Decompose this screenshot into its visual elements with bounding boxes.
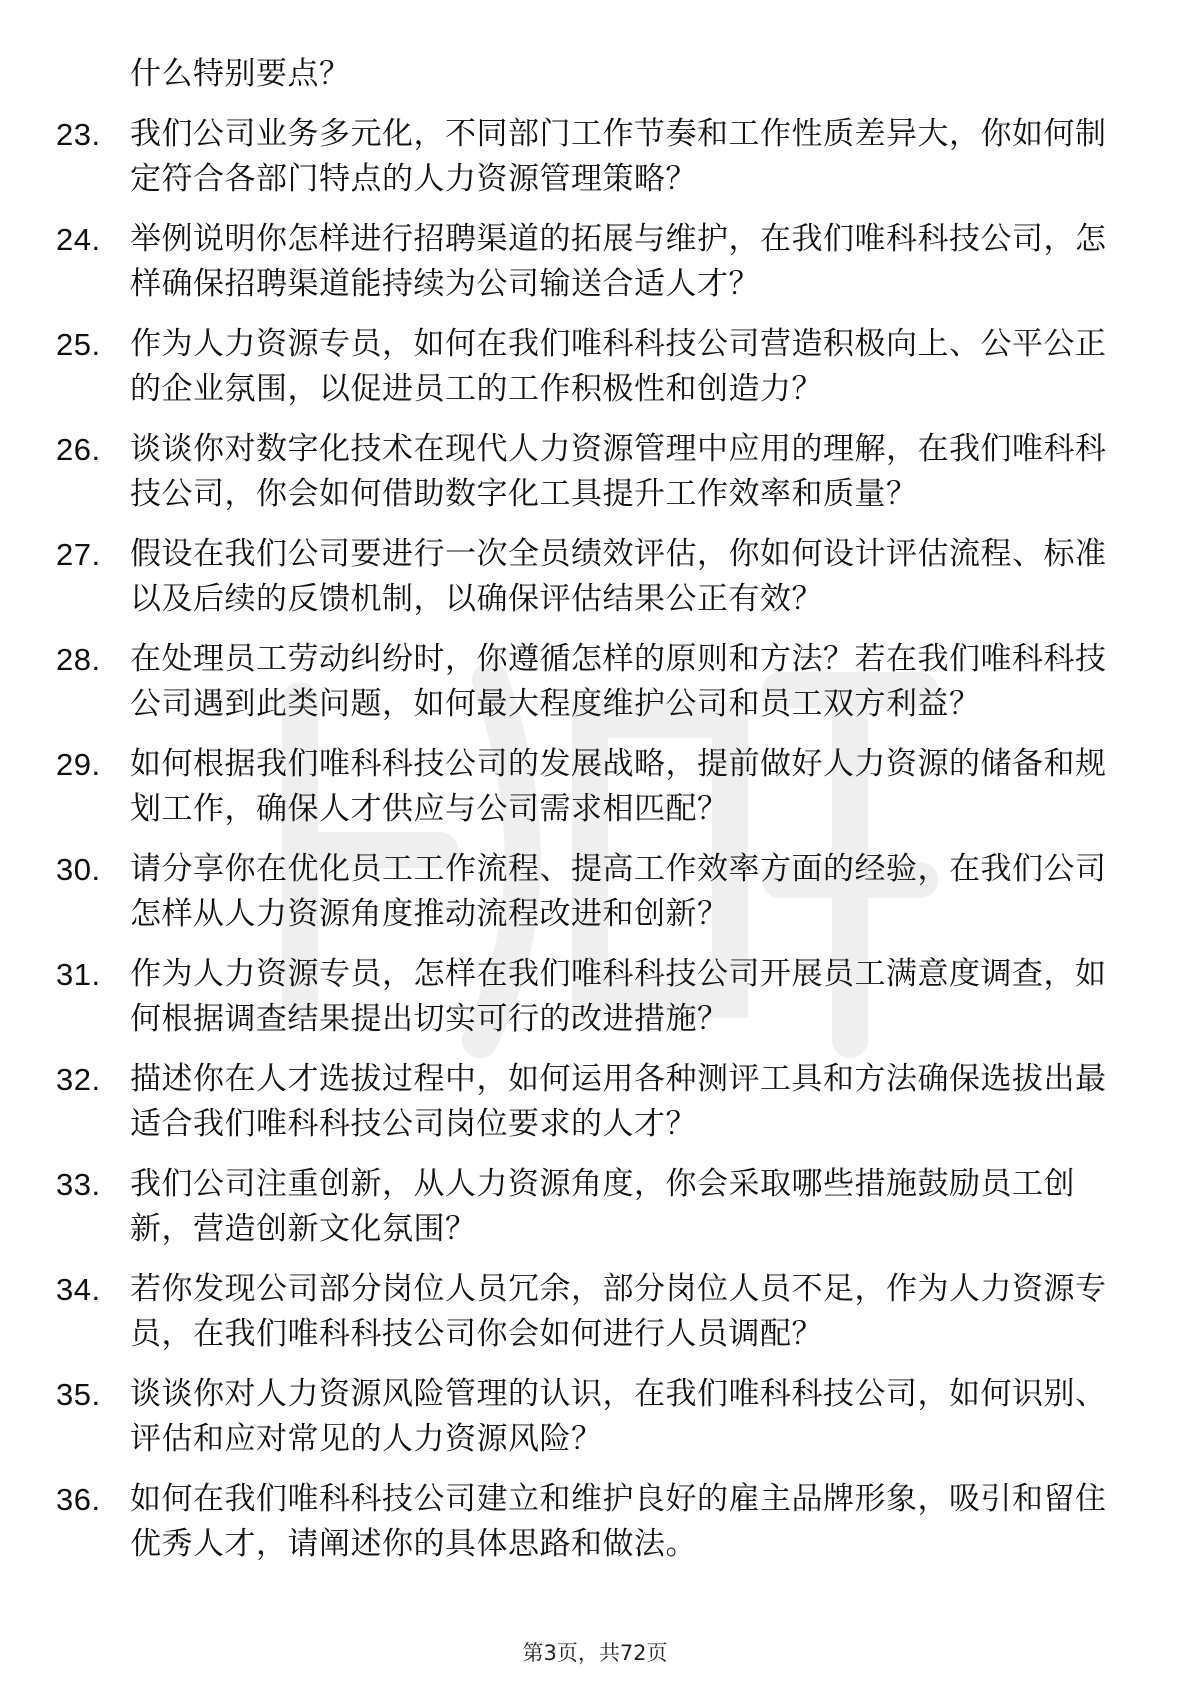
question-number: 26. bbox=[56, 432, 101, 467]
question-number: 23. bbox=[56, 117, 101, 152]
question-text: 我们公司注重创新，从人力资源角度，你会采取哪些措施鼓励员工创新，营造创新文化氛围？ bbox=[130, 1166, 1075, 1247]
list-item-continued bbox=[0, 52, 1190, 97]
question-text: 我们公司业务多元化，不同部门工作节奏和工作性质差异大，你如何制定符合各部门特点的人力资源管理策略？ bbox=[130, 116, 1107, 197]
question-text: 在处理员工劳动纠纷时，你遵循怎样的原则和方法？若在我们唯科科技公司遇到此类问题，如何最大程度维护公司和员工双方利益？ bbox=[130, 641, 1107, 722]
list-item bbox=[0, 217, 1190, 307]
question-number: 27. bbox=[56, 537, 101, 572]
list-item bbox=[0, 112, 1190, 202]
question-text: 作为人力资源专员，如何在我们唯科科技公司营造积极向上、公平公正的企业氛围，以促进员工的工作积极性和创造力？ bbox=[130, 326, 1107, 407]
question-number: 30. bbox=[56, 852, 101, 887]
question-text: 描述你在人才选拔过程中，如何运用各种测评工具和方法确保选拔出最适合我们唯科科技公司岗位要求的人才？ bbox=[130, 1061, 1107, 1142]
question-text: 什么特别要点？ bbox=[130, 56, 351, 92]
page-footer: 第3页，共72页 bbox=[522, 1641, 668, 1665]
question-number: 36. bbox=[56, 1482, 101, 1517]
list-item bbox=[0, 427, 1190, 517]
question-text: 谈谈你对数字化技术在现代人力资源管理中应用的理解，在我们唯科科技公司，你会如何借助数字化工具提升工作效率和质量？ bbox=[130, 431, 1107, 512]
list-item bbox=[0, 847, 1190, 937]
question-list bbox=[0, 52, 1190, 1582]
question-number: 28. bbox=[56, 642, 101, 677]
list-item bbox=[0, 952, 1190, 1042]
question-text: 作为人力资源专员，怎样在我们唯科科技公司开展员工满意度调查，如何根据调查结果提出切实可行的改进措施？ bbox=[130, 956, 1107, 1037]
list-item bbox=[0, 1057, 1190, 1147]
list-item bbox=[0, 1267, 1190, 1357]
question-text: 假设在我们公司要进行一次全员绩效评估，你如何设计评估流程、标准以及后续的反馈机制，以确保评估结果公正有效？ bbox=[130, 536, 1107, 617]
question-text: 如何在我们唯科科技公司建立和维护良好的雇主品牌形象，吸引和留住优秀人才，请阐述你的具体思路和做法。 bbox=[130, 1481, 1107, 1562]
question-number: 33. bbox=[56, 1167, 101, 1202]
question-number: 24. bbox=[56, 222, 101, 257]
question-number: 25. bbox=[56, 327, 101, 362]
question-number: 35. bbox=[56, 1377, 101, 1412]
list-item bbox=[0, 1477, 1190, 1567]
list-item bbox=[0, 322, 1190, 412]
list-item bbox=[0, 742, 1190, 832]
question-text: 若你发现公司部分岗位人员冗余，部分岗位人员不足，作为人力资源专员，在我们唯科科技公司你会如何进行人员调配？ bbox=[130, 1271, 1107, 1352]
question-number: 34. bbox=[56, 1272, 101, 1307]
list-item bbox=[0, 1372, 1190, 1462]
list-item bbox=[0, 637, 1190, 727]
question-text: 请分享你在优化员工工作流程、提高工作效率方面的经验，在我们公司怎样从人力资源角度推动流程改进和创新？ bbox=[130, 851, 1107, 932]
question-text: 举例说明你怎样进行招聘渠道的拓展与维护，在我们唯科科技公司，怎样确保招聘渠道能持续为公司输送合适人才？ bbox=[130, 221, 1107, 302]
question-number: 31. bbox=[56, 957, 101, 992]
question-number: 32. bbox=[56, 1062, 101, 1097]
question-text: 如何根据我们唯科科技公司的发展战略，提前做好人力资源的储备和规划工作，确保人才供应与公司需求相匹配？ bbox=[130, 746, 1107, 827]
question-text: 谈谈你对人力资源风险管理的认识，在我们唯科科技公司，如何识别、评估和应对常见的人力资源风险？ bbox=[130, 1376, 1107, 1457]
question-number: 29. bbox=[56, 747, 101, 782]
list-item bbox=[0, 1162, 1190, 1252]
list-item bbox=[0, 532, 1190, 622]
